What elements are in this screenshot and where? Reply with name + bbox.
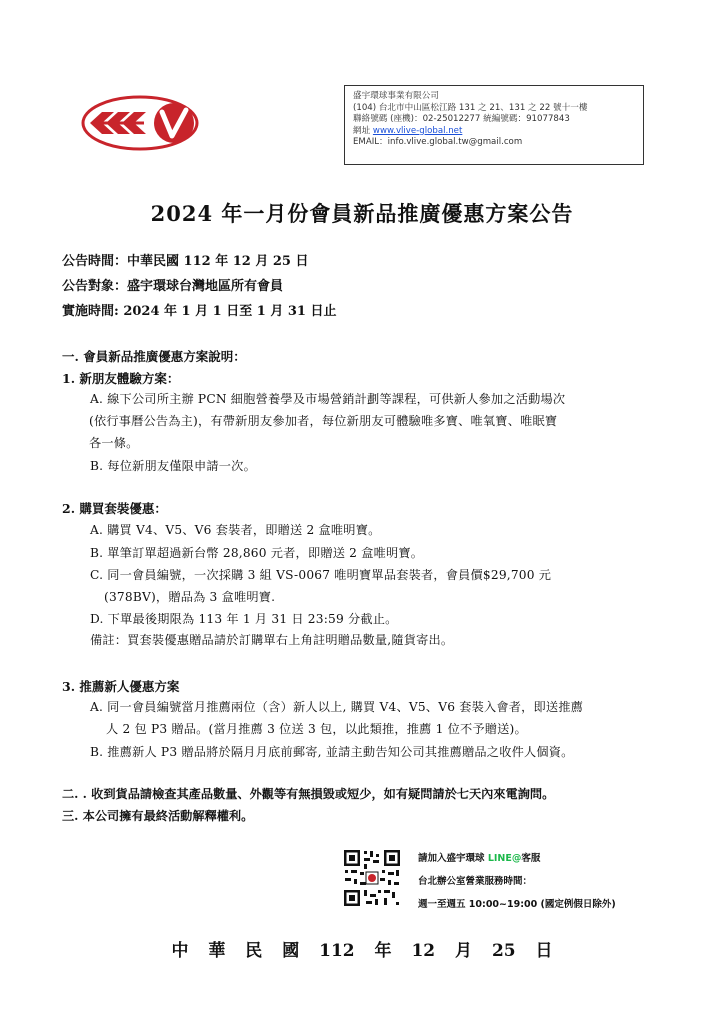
- company-name: 盛宇環球事業有限公司: [353, 91, 439, 101]
- sub3-a-line1: A. 同一會員編號當月推薦兩位（含）新人以上, 購買 V4、V5、V6 套裝入會者，即送推薦: [90, 700, 584, 714]
- sub2-note: 備註：買套裝優惠贈品請於訂購單右上角註明贈品數量,隨貨寄出。: [90, 633, 454, 647]
- sub1-heading: 1. 新朋友體驗方案：: [62, 371, 180, 386]
- page-title: 2024 年一月份會員新品推廣優惠方案公告: [150, 201, 574, 226]
- company-info-box: [344, 85, 644, 165]
- sub2-b: B. 單筆訂單超過新台幣 28,860 元者，即贈送 2 盒唯明寶。: [90, 546, 424, 560]
- sub2-heading: 2. 購買套裝優惠：: [62, 501, 167, 516]
- announce-time: 公告時間：中華民國 112 年 12 月 25 日: [62, 254, 309, 269]
- office-hours: 週一至週五 10:00~19:00 (國定例假日除外): [418, 899, 616, 910]
- line-at-label[interactable]: LINE@: [487, 853, 522, 864]
- company-email: EMAIL：info.vlive.global.tw@gmail.com: [353, 137, 523, 147]
- sub2-a: A. 購買 V4、V5、V6 套裝者，即贈送 2 盒唯明寶。: [90, 523, 381, 537]
- sub2-c-line2: (378BV)，贈品為 3 盒唯明寶.: [104, 590, 276, 604]
- implementation-period: 實施時間: 2024 年 1 月 1 日至 1 月 31 日止: [62, 304, 337, 319]
- line-qr-code[interactable]: [342, 848, 402, 908]
- sub2-c-line1: C. 同一會員編號，一次採購 3 組 VS-0067 唯明寶單品套裝者，會員價$29,700 元: [90, 568, 552, 582]
- sub1-a-line1: A. 線下公司所主辦 PCN 細胞營養學及市場營銷計劃等課程，可供新人參加之活動場次: [90, 392, 566, 406]
- section-three: 三. 本公司擁有最終活動解釋權利。: [62, 809, 254, 823]
- sub2-d: D. 下單最後期限為 113 年 1 月 31 日 23:59 分截止。: [90, 612, 398, 626]
- website-link[interactable]: www.vlive-global.net: [372, 125, 463, 136]
- sub1-b: B. 每位新朋友僅限申請一次。: [90, 459, 256, 473]
- sub1-a-line2: (依行事曆公告為主)，有帶新朋友參加者，每位新朋友可體驗唯多寶、唯氧寶、唯眠寶: [89, 414, 558, 428]
- website-label: 網址: [353, 125, 373, 136]
- sub3-b: B. 推薦新人 P3 贈品將於隔月月底前郵寄, 並請主動告知公司其推薦贈品之收件人個資。: [90, 745, 574, 759]
- office-hours-title: 台北辦公室營業服務時間：: [418, 876, 533, 887]
- line-invite: [418, 850, 540, 864]
- line-invite-post: 客服: [521, 853, 541, 864]
- announce-target: 公告對象：盛宇環球台灣地區所有會員: [62, 279, 284, 294]
- sub3-a-line2: 人 2 包 P3 贈品。(當月推薦 3 位送 3 包，以此類推，推薦 1 位不予贈送)。: [106, 722, 527, 736]
- line-invite-pre: 請加入盛宇環球: [418, 853, 488, 864]
- company-logo: [80, 94, 202, 152]
- company-phone: 聯絡號碼 (座機)：02-25012277 統編號碼：91077843: [353, 114, 570, 124]
- sub3-heading: 3. 推薦新人優惠方案: [62, 679, 180, 694]
- section-one-heading: 一. 會員新品推廣優惠方案說明：: [62, 349, 246, 364]
- sub1-a-line3: 各一條。: [89, 436, 139, 450]
- company-website-row: [353, 126, 635, 138]
- section-two: 二. . 收到貨品請檢查其產品數量、外觀等有無損毀或短少，如有疑問請於七天內來電詢問。: [62, 787, 555, 801]
- company-address: (104) 台北市中山區松江路 131 之 21、131 之 22 號十一樓: [353, 102, 588, 113]
- footer-date: 中 華 民 國 112 年 12 月 25 日: [171, 941, 553, 961]
